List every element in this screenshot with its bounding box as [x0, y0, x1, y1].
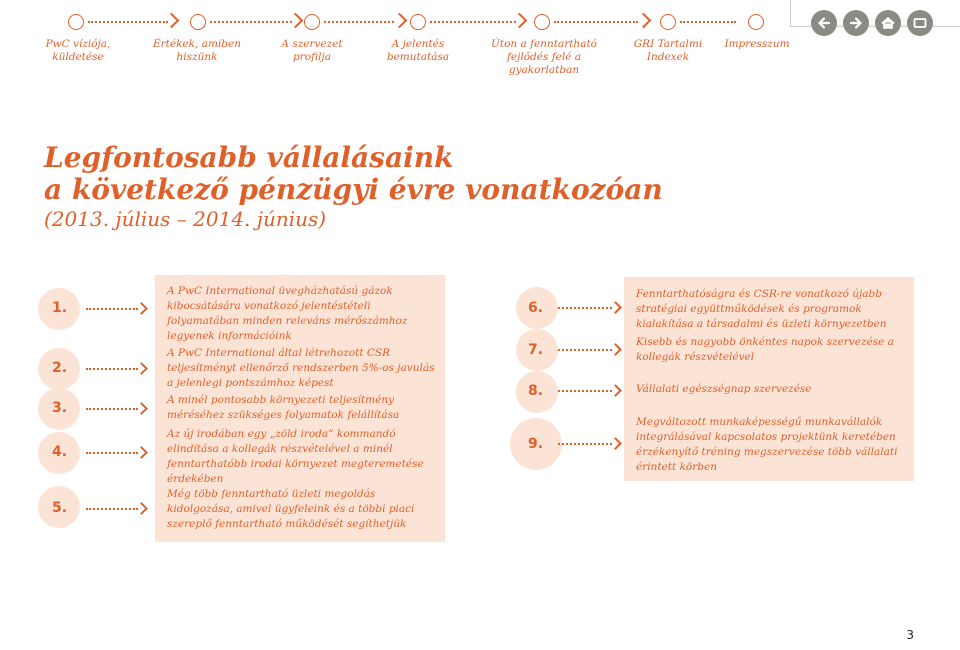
nav-link-profile[interactable]: A szervezet profilja: [281, 38, 343, 63]
back-button[interactable]: [811, 10, 837, 36]
arrow-left-icon: [816, 15, 832, 31]
commitment-text-3: A minél pontosabb környezeti teljesítmény méréséhez szükséges folyamatok felállítása: [167, 394, 400, 421]
connector-arrow: [558, 386, 620, 396]
nav-link-gri[interactable]: GRI Tartalmi Indexek: [633, 38, 703, 63]
commitment-number: 2.: [52, 360, 68, 376]
commitment-number: 1.: [52, 300, 68, 316]
nav-chevron-icon: [512, 13, 528, 29]
commitment-text-8: Vállalati egészségnap szervezése: [636, 383, 812, 395]
commitment-number: 9.: [528, 436, 544, 452]
page-subtitle: (2013. július – 2014. június): [44, 207, 327, 231]
commitment-text-5: Még több fenntartható üzleti megoldás kidolgozása, amivel ügyfeleink és a többi piaci szereplő fenntartható működését segíthetjük: [167, 488, 415, 530]
nav-circle-7[interactable]: [748, 14, 764, 30]
commitment-number: 4.: [52, 444, 68, 460]
commitment-text-2: A PwC International által létrehozott CSR teljesítményt ellenőrző rendszerben 5%-os javulás a jelenlegi pontszámhoz képest: [167, 347, 435, 389]
connector-arrow: [558, 439, 620, 449]
page-title: [44, 142, 663, 206]
nav-link-vision[interactable]: PwC víziója, küldetése: [45, 38, 111, 63]
page-number: 3: [906, 628, 914, 642]
nav-circle-1[interactable]: [68, 14, 84, 30]
home-button[interactable]: [875, 10, 901, 36]
nav-circle-4[interactable]: [410, 14, 426, 30]
nav-circle-6[interactable]: [660, 14, 676, 30]
commitment-text-1: A PwC International üvegházhatású gázok kibocsátására vonatkozó jelentéstételi folyamatában minden releváns mérőszámhoz legyenek információink: [167, 285, 408, 342]
home-icon: [880, 15, 896, 31]
forward-button[interactable]: [843, 10, 869, 36]
nav-chevron-icon: [636, 13, 652, 29]
title-line-1: Legfontosabb vállalásaink: [44, 141, 454, 174]
nav-track: [0, 10, 790, 40]
nav-link-report[interactable]: A jelentés bemutatása: [386, 38, 450, 63]
nav-circle-5[interactable]: [534, 14, 550, 30]
connector-arrow: [86, 448, 146, 458]
connector-arrow: [86, 504, 146, 514]
commitment-number: 8.: [528, 383, 544, 399]
nav-dots: [554, 21, 638, 23]
connector-arrow: [558, 303, 620, 313]
nav-circle-3[interactable]: [304, 14, 320, 30]
nav-link-imprint[interactable]: Impresszum: [724, 38, 790, 50]
nav-link-values[interactable]: Értékek, amiben hiszünk: [152, 38, 241, 63]
connector-arrow: [86, 304, 146, 314]
commitment-number: 3.: [52, 400, 68, 416]
commitment-text-6: Fenntarthatóságra és CSR-re vonatkozó újabb stratégiai együttműködések és programok kialakítása a társadalmi és üzleti környezetben: [636, 288, 887, 330]
nav-dots: [680, 21, 736, 23]
commitment-text-9: Megváltozott munkaképességű munkavállalók integrálásával kapcsolatos projektünk keretében érzékenyítő tréning megszervezése több vállalati érintett körben: [636, 416, 898, 473]
commitment-text-7: Kisebb és nagyobb önkéntes napok szervezése a kollegák részvételével: [636, 336, 894, 363]
commitment-number: 5.: [52, 500, 68, 516]
nav-circle-2[interactable]: [190, 14, 206, 30]
window-button[interactable]: [907, 10, 933, 36]
nav-dots: [210, 21, 292, 23]
nav-link-sustainability[interactable]: Úton a fenntartható fejlődés felé a gyakorlatban: [491, 38, 597, 76]
connector-arrow: [86, 404, 146, 414]
nav-dots: [430, 21, 516, 23]
window-icon: [912, 15, 928, 31]
nav-dots: [88, 21, 168, 23]
nav-chevron-icon: [164, 13, 180, 29]
connector-arrow: [558, 345, 620, 355]
connector-arrow: [86, 364, 146, 374]
arrow-right-icon: [848, 15, 864, 31]
commitment-text-4: Az új irodában egy „zöld iroda” kommandó elindítása a kollegák részvételével a minél fenntarthatóbb irodai környezet megteremetése érdekében: [167, 428, 424, 485]
title-line-2: a következő pénzügyi évre vonatkozóan: [44, 173, 663, 206]
nav-dots: [324, 21, 394, 23]
commitment-number: 7.: [528, 342, 544, 358]
nav-chevron-icon: [288, 13, 304, 29]
commitment-number: 6.: [528, 300, 544, 316]
nav-chevron-icon: [392, 13, 408, 29]
